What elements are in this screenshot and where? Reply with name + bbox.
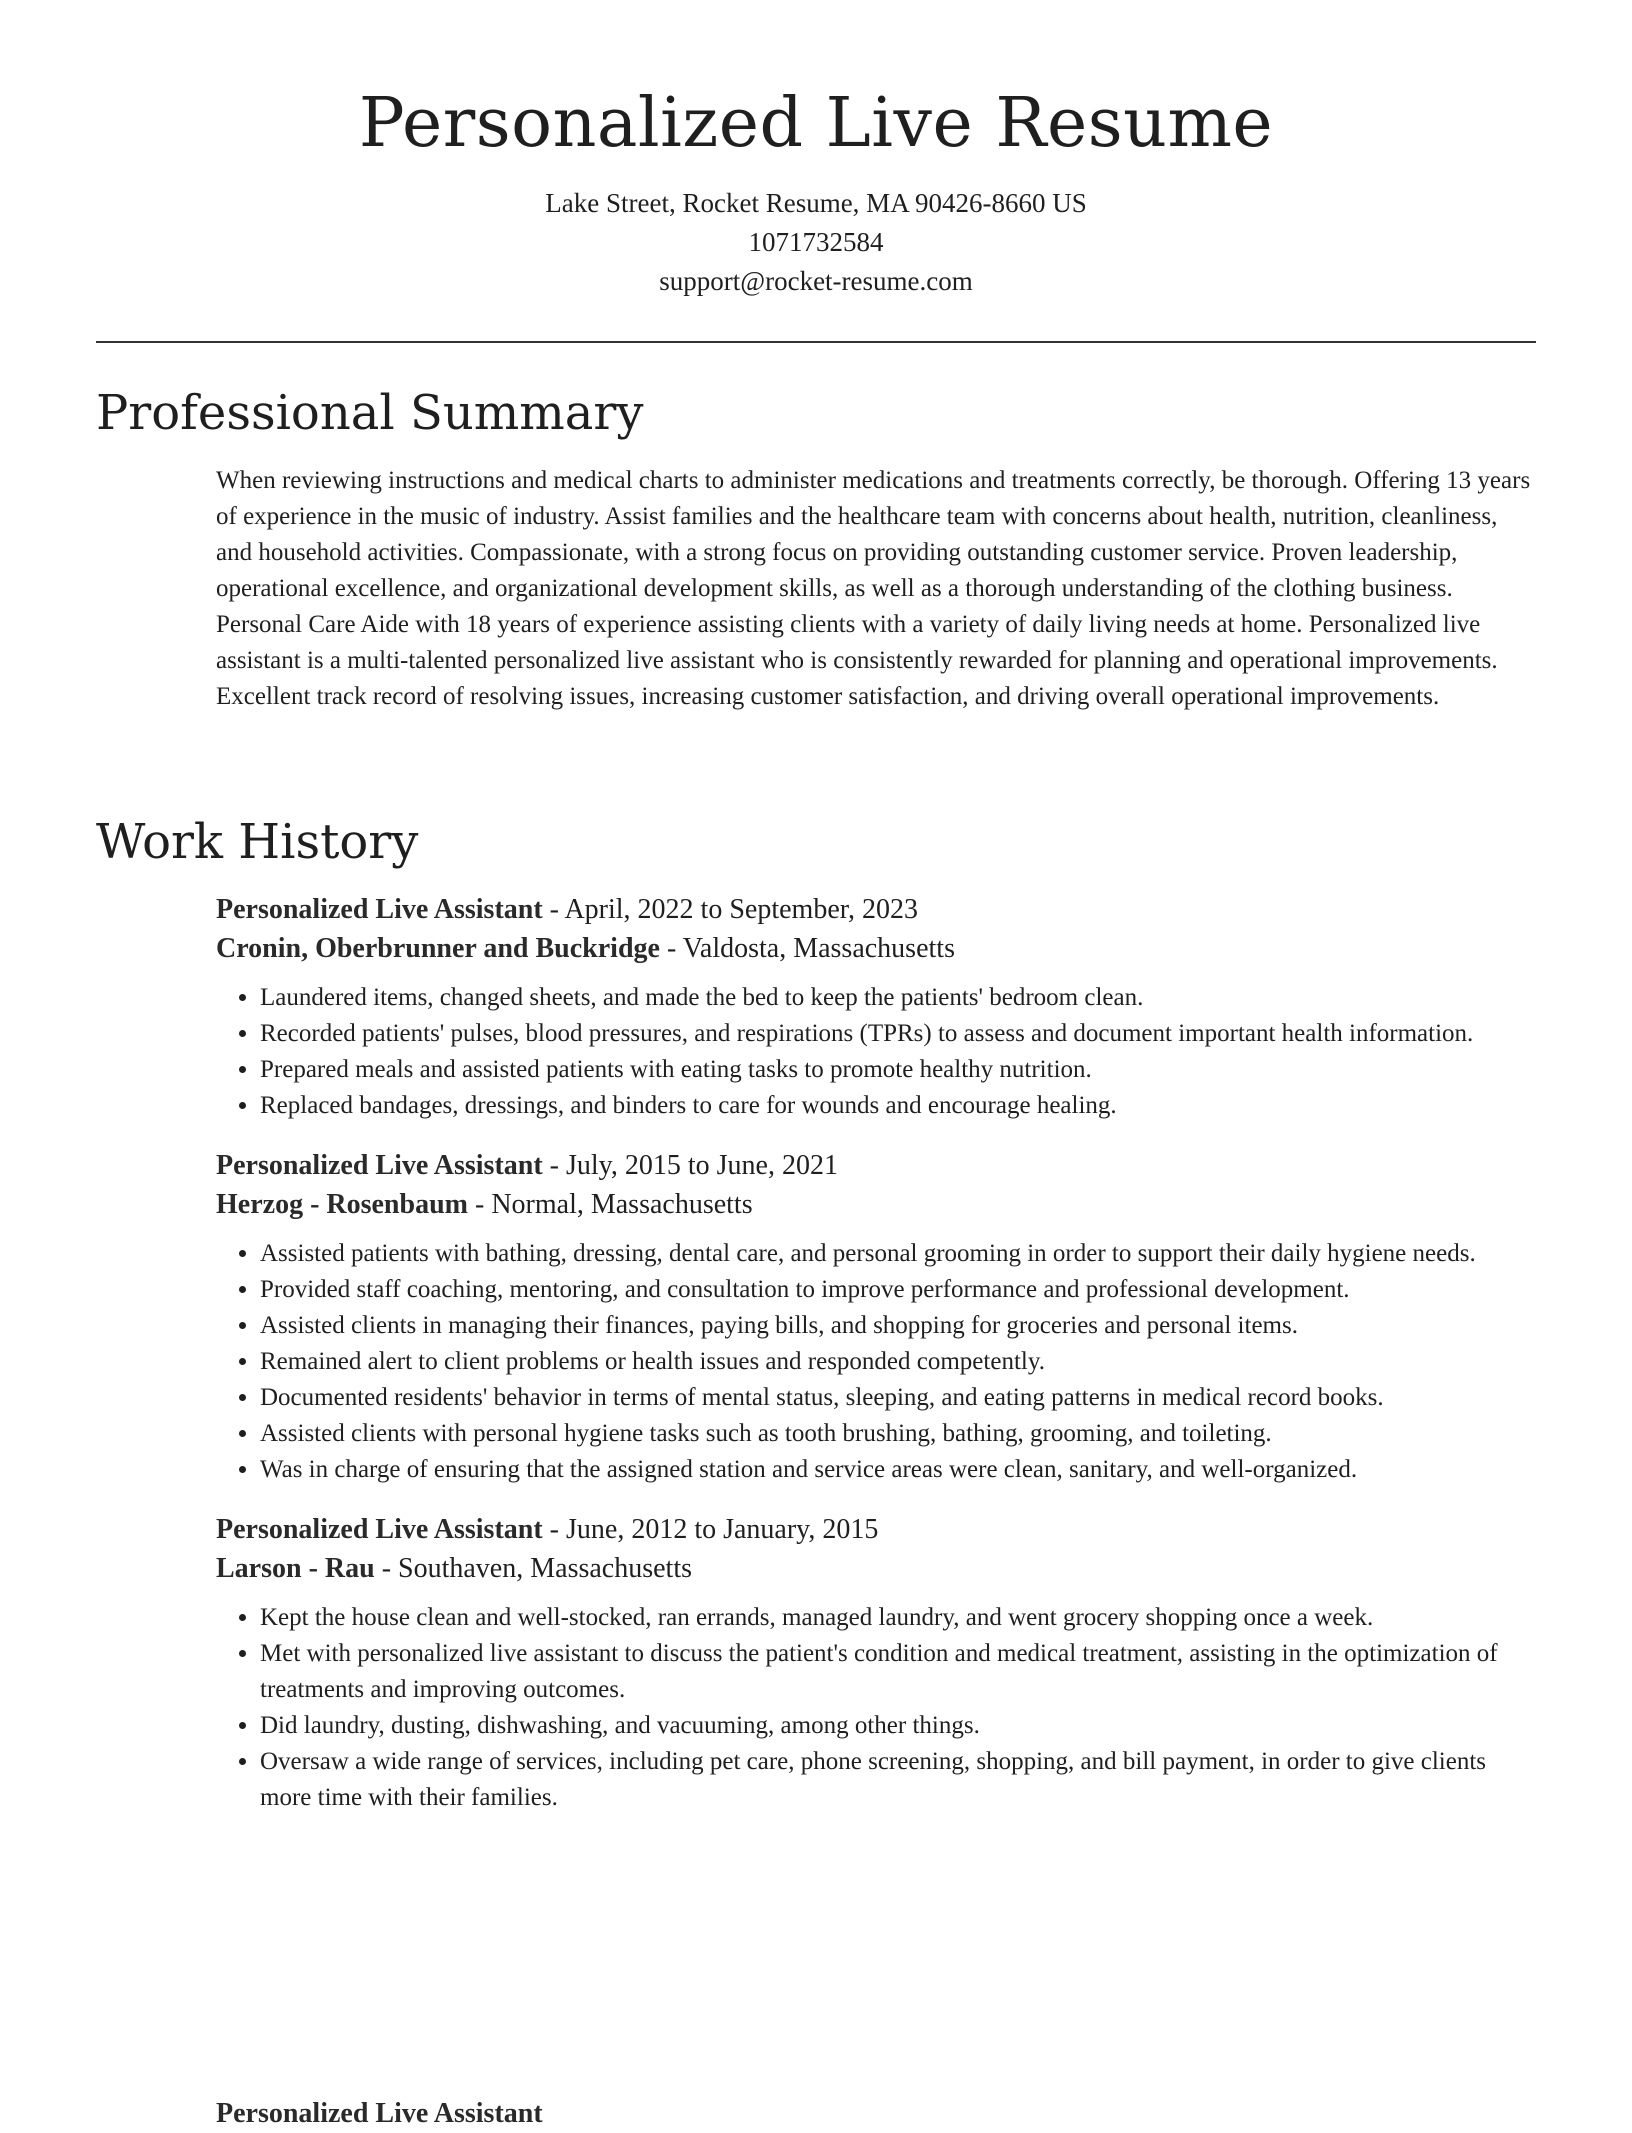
duty-item: • Replaced bandages, dressings, and binders to care for wounds and encourage healing. xyxy=(260,1088,1536,1124)
contact-block xyxy=(96,184,1536,301)
job-separator: - xyxy=(374,1553,399,1584)
job-title-line xyxy=(216,890,1536,929)
candidate-name: Personalized Live Resume xyxy=(358,84,1274,163)
job-company-line xyxy=(216,1185,1536,1224)
job-title: Personalized Live Assistant xyxy=(216,894,543,925)
job-separator: - xyxy=(542,894,565,925)
duty-item: • Was in charge of ensuring that the assigned station and service areas were clean, sanitary, and well-organized. xyxy=(260,1452,1536,1488)
job-entry xyxy=(216,1510,1536,1816)
job-title-line xyxy=(216,1146,1536,1185)
job-title: Personalized Live Assistant xyxy=(216,1150,543,1181)
duty-item: • Assisted clients in managing their finances, paying bills, and shopping for groceries and personal items. xyxy=(260,1308,1536,1344)
summary-heading: Professional Summary xyxy=(96,385,644,441)
job-separator: - xyxy=(542,1514,566,1545)
duty-item: • Assisted clients with personal hygiene tasks such as tooth brushing, bathing, grooming, and toileting. xyxy=(260,1416,1536,1452)
summary-paragraph: When reviewing instructions and medical charts to administer medications and treatments correctly, be thorough. Offering 13 years of experience in the music of industry. Assist families and the healthcare team with concerns about health, nutrition, cleanliness, and household activities. Compassionate, with a strong focus on providing outstanding customer service. Proven leadership, operational excellence, and organizational development skills, as well as a thorough understanding of the clothing business. Personal Care Aide with 18 years of experience assisting clients with a variety of daily living needs at home. Personalized live assistant is a multi-talented personalized live assistant who is consistently rewarded for planning and operational improvements. Excellent track record of resolving issues, increasing customer satisfaction, and driving overall operational improvements. xyxy=(216,467,1531,710)
duty-item: • Remained alert to client problems or health issues and responded competently. xyxy=(260,1344,1536,1380)
resume-header xyxy=(96,80,1536,301)
work-history-list xyxy=(216,890,1536,1838)
duty-item: • Kept the house clean and well-stocked, ran errands, managed laundry, and went grocery shopping once a week. xyxy=(260,1600,1536,1636)
duty-item: • Met with personalized live assistant to discuss the patient's condition and medical treatment, assisting in the optimization of treatments and improving outcomes. xyxy=(260,1636,1536,1708)
job-dates: July, 2015 to June, 2021 xyxy=(566,1150,838,1181)
job-entry xyxy=(216,890,1536,1124)
job-separator: - xyxy=(467,1189,492,1220)
duty-item: • Laundered items, changed sheets, and made the bed to keep the patients' bedroom clean. xyxy=(260,980,1536,1016)
job-company: Cronin, Oberbrunner and Buckridge xyxy=(216,933,660,964)
job-dates: April, 2022 to September, 2023 xyxy=(564,894,918,925)
job-company: Herzog - Rosenbaum xyxy=(216,1189,468,1220)
duty-item: • Provided staff coaching, mentoring, and consultation to improve performance and professional development. xyxy=(260,1272,1536,1308)
duty-item: • Prepared meals and assisted patients with eating tasks to promote healthy nutrition. xyxy=(260,1052,1536,1088)
job-duties xyxy=(216,1236,1536,1488)
job-company-line xyxy=(216,1549,1536,1588)
job-dates: June, 2012 to January, 2015 xyxy=(566,1514,879,1545)
contact-email: support@rocket-resume.com xyxy=(659,266,973,296)
job-location: Valdosta, Massachusetts xyxy=(682,933,955,964)
job-title-line xyxy=(216,1510,1536,1549)
work-history-heading: Work History xyxy=(96,814,419,870)
job-duties xyxy=(216,1600,1536,1816)
duty-item: • Recorded patients' pulses, blood pressures, and respirations (TPRs) to assess and document important health information. xyxy=(260,1016,1536,1052)
job-location: Normal, Massachusetts xyxy=(491,1189,753,1220)
contact-phone: 1071732584 xyxy=(748,227,884,257)
job-duties xyxy=(216,980,1536,1124)
job-separator: - xyxy=(659,933,683,964)
job-entry xyxy=(216,1146,1536,1488)
job-location: Southaven, Massachusetts xyxy=(398,1553,692,1584)
next-job-title-cutoff: Personalized Live Assistant xyxy=(216,2098,543,2129)
duty-item: • Documented residents' behavior in terms of mental status, sleeping, and eating patterns in medical record books. xyxy=(260,1380,1536,1416)
duty-item: • Did laundry, dusting, dishwashing, and vacuuming, among other things. xyxy=(260,1708,1536,1744)
job-title: Personalized Live Assistant xyxy=(216,1514,543,1545)
job-company-line xyxy=(216,929,1536,968)
job-company: Larson - Rau xyxy=(216,1553,375,1584)
job-separator: - xyxy=(542,1150,566,1181)
contact-address: Lake Street, Rocket Resume, MA 90426-8660 US xyxy=(545,188,1087,218)
header-divider xyxy=(96,341,1536,343)
duty-item: • Oversaw a wide range of services, including pet care, phone screening, shopping, and bill payment, in order to give clients more time with their families. xyxy=(260,1744,1536,1816)
duty-item: • Assisted patients with bathing, dressing, dental care, and personal grooming in order to support their daily hygiene needs. xyxy=(260,1236,1536,1272)
